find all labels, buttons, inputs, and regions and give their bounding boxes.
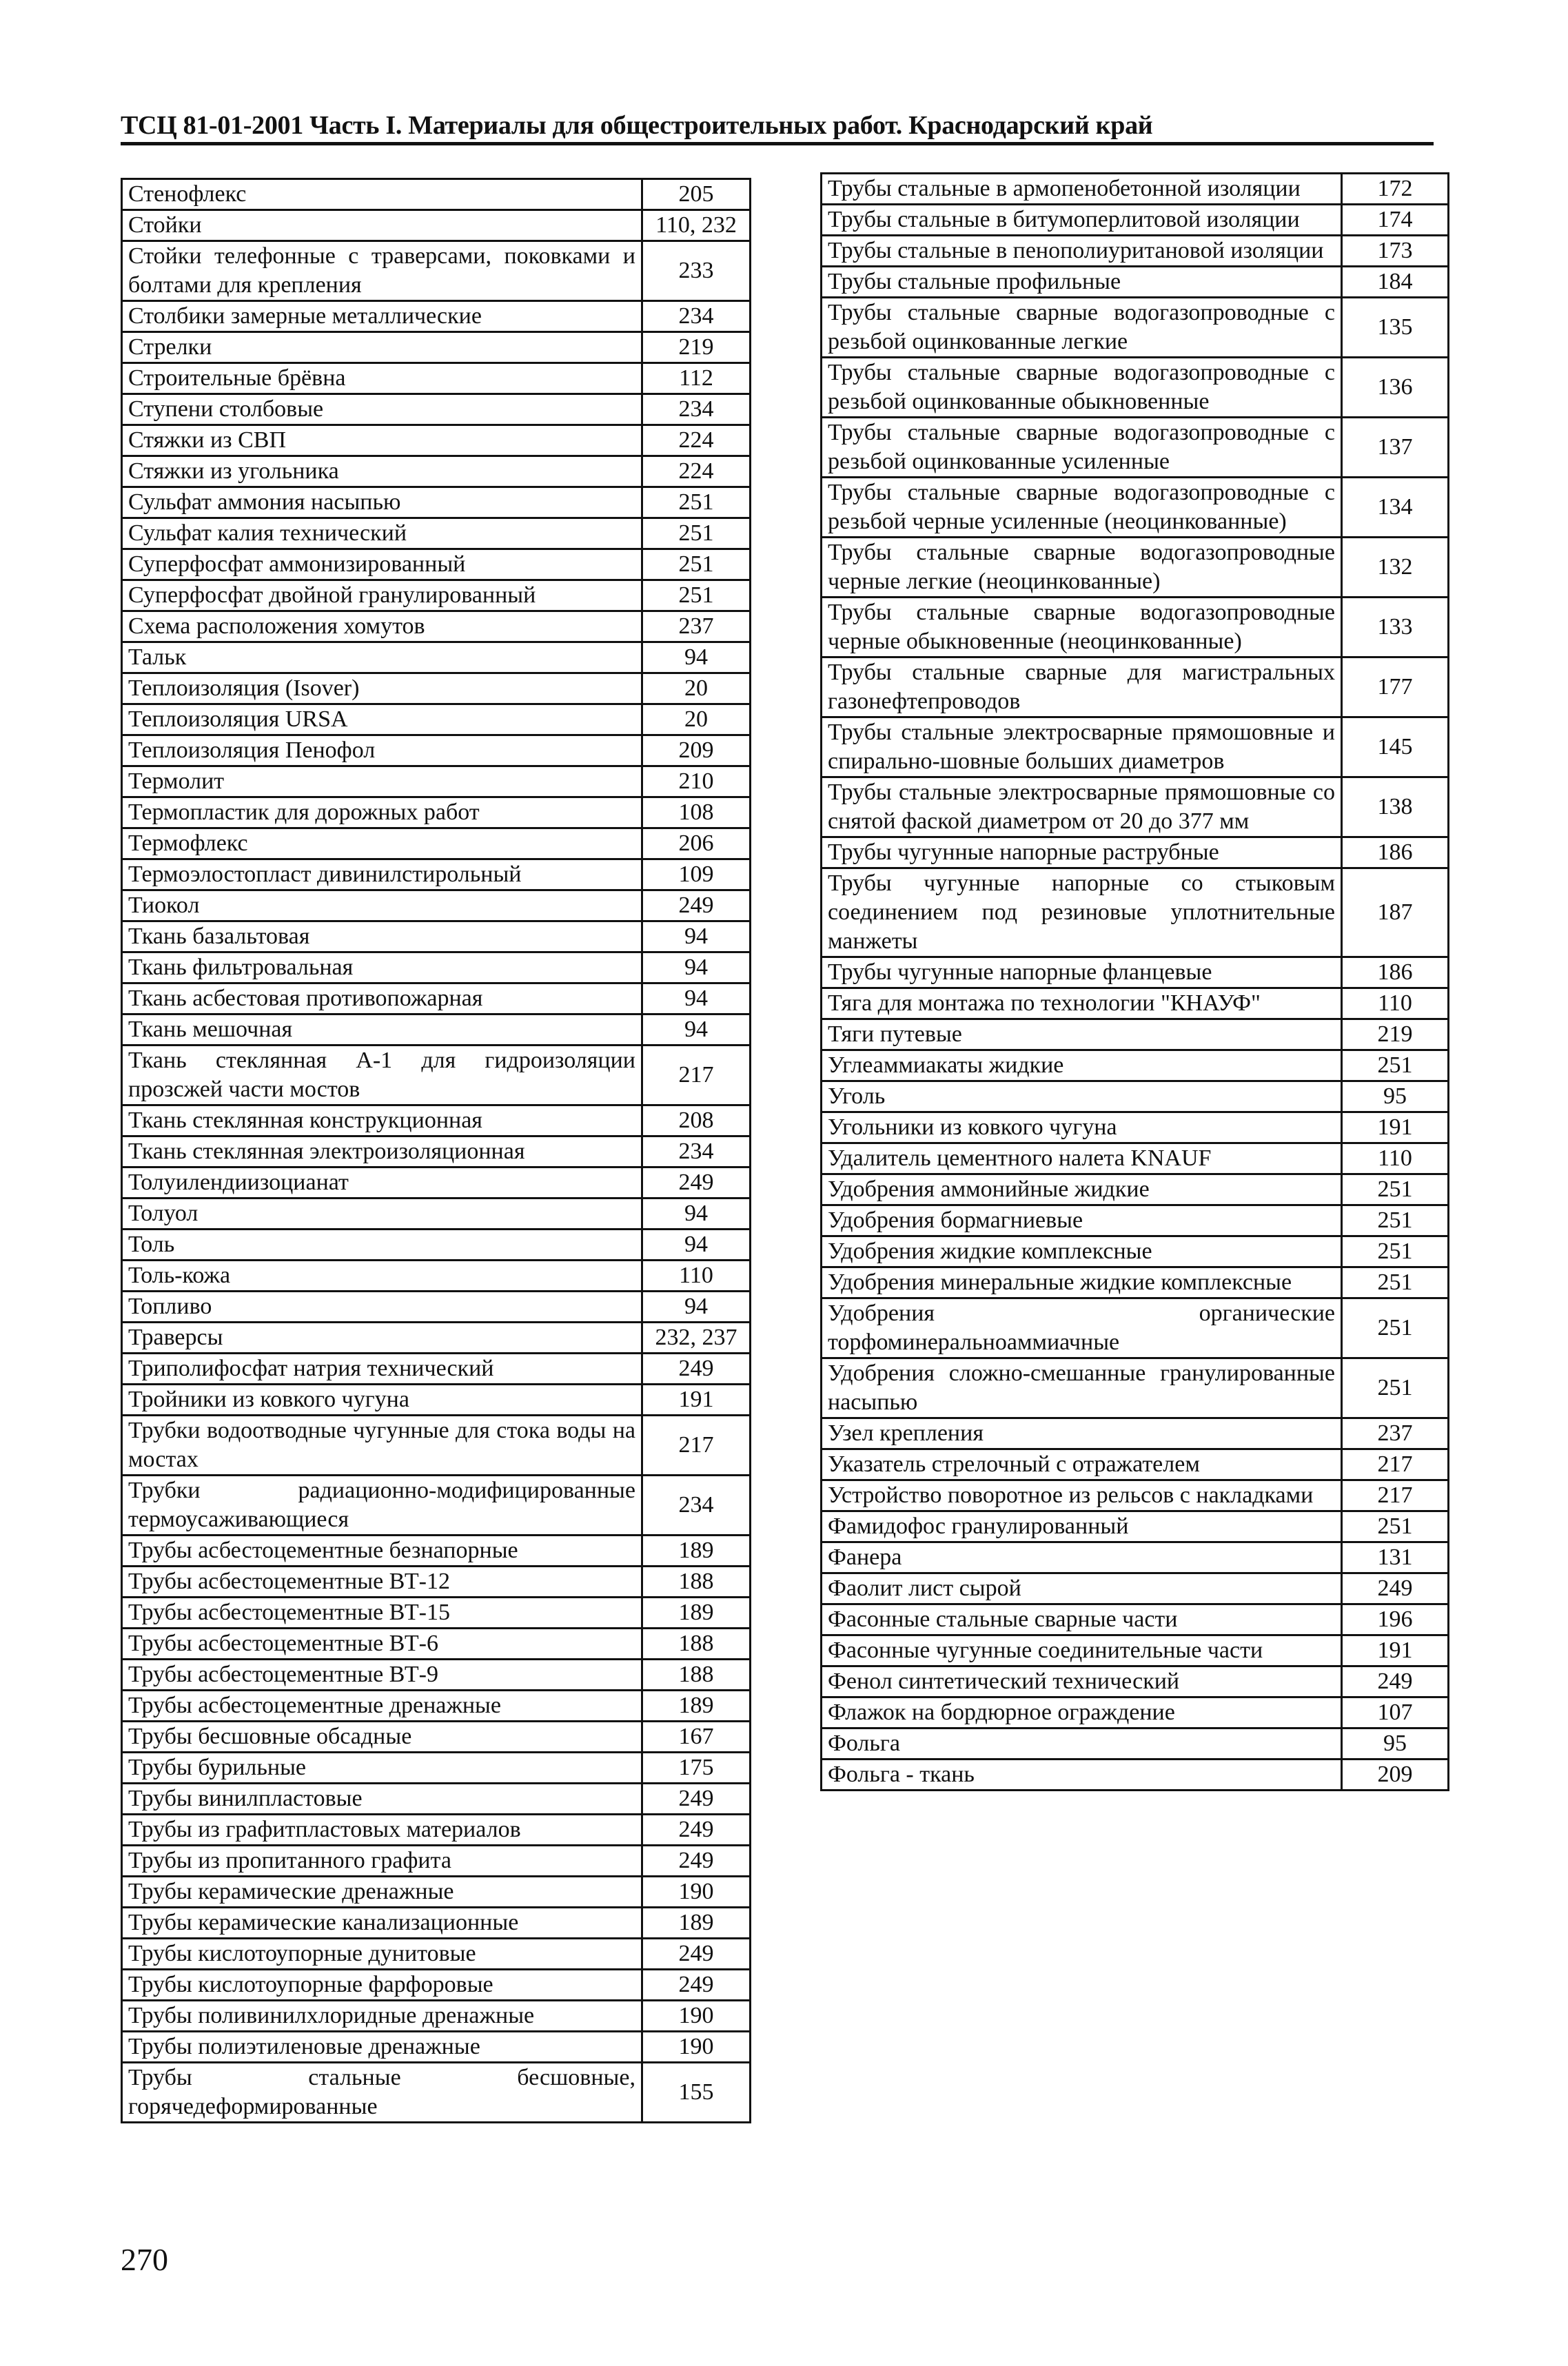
entry-name: Термофлекс	[122, 828, 642, 859]
table-row	[822, 1050, 1449, 1081]
table-row	[822, 1418, 1449, 1449]
entry-page: 191	[1342, 1635, 1449, 1666]
table-row	[122, 487, 751, 518]
entry-name: Трубы асбестоцементные дренажные	[122, 1691, 642, 1722]
table-row	[122, 766, 751, 797]
entry-page: 234	[642, 301, 751, 332]
entry-page: 94	[642, 1230, 751, 1261]
entry-name: Трубы стальные сварные водогазопроводные с резьбой черные усиленные (неоцинкованные)	[822, 478, 1342, 538]
table-row	[122, 611, 751, 642]
entry-name: Трубы асбестоцементные безнапорные	[122, 1536, 642, 1567]
table-row	[122, 1261, 751, 1292]
entry-name: Удобрения жидкие комплексные	[822, 1236, 1342, 1267]
entry-name: Удобрения аммонийные жидкие	[822, 1174, 1342, 1205]
table-row	[122, 1908, 751, 1939]
entry-name: Стенофлекс	[122, 179, 642, 210]
entry-page: 196	[1342, 1604, 1449, 1635]
entry-page: 173	[1342, 236, 1449, 267]
entry-name: Флажок на бордюрное ограждение	[822, 1697, 1342, 1728]
table-row	[822, 777, 1449, 837]
table-row	[122, 1105, 751, 1136]
table-row	[122, 1629, 751, 1660]
entry-page: 110	[642, 1261, 751, 1292]
entry-page: 155	[642, 2063, 751, 2123]
entry-page: 190	[642, 2032, 751, 2063]
entry-name: Фольга - ткань	[822, 1760, 1342, 1791]
entry-name: Траверсы	[122, 1323, 642, 1354]
entry-page: 249	[642, 1846, 751, 1877]
entry-name: Стрелки	[122, 332, 642, 363]
entry-name: Трубы асбестоцементные ВТ-9	[122, 1660, 642, 1691]
entry-name: Трубы чугунные напорные фланцевые	[822, 957, 1342, 988]
entry-page: 234	[642, 394, 751, 425]
entry-page: 249	[1342, 1666, 1449, 1697]
entry-page: 94	[642, 642, 751, 673]
entry-page: 237	[1342, 1418, 1449, 1449]
entry-name: Трубы стальные в армопенобетонной изоляции	[822, 174, 1342, 205]
entry-page: 249	[642, 1970, 751, 2001]
entry-page: 177	[1342, 657, 1449, 717]
entry-page: 249	[642, 1939, 751, 1970]
table-row	[122, 1385, 751, 1416]
entry-page: 217	[642, 1416, 751, 1476]
entry-page: 174	[1342, 205, 1449, 236]
entry-page: 249	[1342, 1573, 1449, 1604]
entry-name: Фанера	[822, 1542, 1342, 1573]
entry-name: Ткань фильтровальная	[122, 952, 642, 983]
table-row	[122, 179, 751, 210]
table-row	[122, 518, 751, 549]
entry-page: 136	[1342, 358, 1449, 418]
entry-name: Удобрения органические торфоминеральноаммиачные	[822, 1298, 1342, 1358]
table-row	[822, 267, 1449, 298]
table-row	[822, 657, 1449, 717]
entry-name: Удобрения минеральные жидкие комплексные	[822, 1267, 1342, 1298]
entry-page: 94	[642, 1292, 751, 1323]
entry-page: 167	[642, 1722, 751, 1753]
entry-name: Стяжки из СВП	[122, 425, 642, 456]
table-row	[122, 735, 751, 766]
entry-name: Термоэлостопласт дивинилстирольный	[122, 859, 642, 890]
table-row	[122, 456, 751, 487]
entry-page: 234	[642, 1476, 751, 1536]
entry-page: 237	[642, 611, 751, 642]
table-row	[122, 673, 751, 704]
entry-name: Толь-кожа	[122, 1261, 642, 1292]
table-row	[122, 241, 751, 301]
table-row	[822, 717, 1449, 777]
table-row	[122, 425, 751, 456]
entry-page: 251	[1342, 1358, 1449, 1418]
entry-page: 249	[642, 1167, 751, 1199]
table-row	[122, 332, 751, 363]
entry-page: 138	[1342, 777, 1449, 837]
entry-page: 251	[642, 580, 751, 611]
entry-page: 251	[642, 487, 751, 518]
table-row	[122, 580, 751, 611]
entry-name: Трубы стальные в битумоперлитовой изоляции	[822, 205, 1342, 236]
entry-name: Трубы керамические канализационные	[122, 1908, 642, 1939]
table-row	[122, 1722, 751, 1753]
entry-page: 110	[1342, 1143, 1449, 1174]
table-row	[122, 2001, 751, 2032]
entry-page: 249	[642, 890, 751, 921]
entry-page: 190	[642, 2001, 751, 2032]
entry-name: Сульфат калия технический	[122, 518, 642, 549]
table-row	[122, 1753, 751, 1784]
entry-page: 205	[642, 179, 751, 210]
table-row	[122, 828, 751, 859]
table-row	[122, 1476, 751, 1536]
entry-name: Тальк	[122, 642, 642, 673]
entry-page: 95	[1342, 1728, 1449, 1760]
entry-name: Тройники из ковкого чугуна	[122, 1385, 642, 1416]
entry-page: 186	[1342, 957, 1449, 988]
entry-name: Трубы из пропитанного графита	[122, 1846, 642, 1877]
entry-name: Трубы из графитпластовых материалов	[122, 1815, 642, 1846]
entry-page: 210	[642, 766, 751, 797]
entry-page: 95	[1342, 1081, 1449, 1112]
entry-name: Термопластик для дорожных работ	[122, 797, 642, 828]
table-row	[822, 478, 1449, 538]
table-row	[822, 1573, 1449, 1604]
entry-name: Трубы поливинилхлоридные дренажные	[122, 2001, 642, 2032]
table-row	[122, 797, 751, 828]
entry-name: Трубы чугунные напорные со стыковым соединением под резиновые уплотнительные манжеты	[822, 868, 1342, 957]
entry-name: Столбики замерные металлические	[122, 301, 642, 332]
table-row	[822, 837, 1449, 868]
table-row	[822, 1298, 1449, 1358]
table-row	[122, 1784, 751, 1815]
table-row	[822, 1542, 1449, 1573]
table-row	[122, 1970, 751, 2001]
entry-name: Трубы кислотоупорные дунитовые	[122, 1939, 642, 1970]
entry-page: 251	[1342, 1298, 1449, 1358]
entry-page: 217	[1342, 1449, 1449, 1480]
entry-name: Тяга для монтажа по технологии "КНАУФ"	[822, 988, 1342, 1019]
entry-name: Трубки радиационно-модифицированные термоусаживающиеся	[122, 1476, 642, 1536]
entry-name: Удалитель цементного налета KNAUF	[822, 1143, 1342, 1174]
table-row	[822, 957, 1449, 988]
entry-name: Сульфат аммония насыпью	[122, 487, 642, 518]
entry-name: Трубы асбестоцементные ВТ-12	[122, 1567, 642, 1598]
entry-page: 224	[642, 456, 751, 487]
table-row	[822, 1666, 1449, 1697]
entry-page: 219	[1342, 1019, 1449, 1050]
entry-name: Угольники из ковкого чугуна	[822, 1112, 1342, 1143]
table-row	[822, 1205, 1449, 1236]
table-row	[822, 538, 1449, 598]
table-row	[822, 1728, 1449, 1760]
entry-name: Фамидофос гранулированный	[822, 1511, 1342, 1542]
entry-name: Фаолит лист сырой	[822, 1573, 1342, 1604]
table-row	[122, 1230, 751, 1261]
entry-page: 94	[642, 952, 751, 983]
table-row	[822, 1019, 1449, 1050]
entry-name: Трубки водоотводные чугунные для стока воды на мостах	[122, 1416, 642, 1476]
index-table-right	[820, 172, 1449, 1791]
entry-page: 233	[642, 241, 751, 301]
entry-name: Толуол	[122, 1199, 642, 1230]
entry-page: 209	[642, 735, 751, 766]
table-row	[122, 890, 751, 921]
entry-name: Фенол синтетический технический	[822, 1666, 1342, 1697]
table-row	[822, 1449, 1449, 1480]
entry-name: Указатель стрелочный с отражателем	[822, 1449, 1342, 1480]
entry-page: 189	[642, 1691, 751, 1722]
table-row	[122, 704, 751, 735]
header-rule	[121, 142, 1434, 145]
entry-page: 191	[1342, 1112, 1449, 1143]
entry-page: 187	[1342, 868, 1449, 957]
entry-page: 251	[1342, 1511, 1449, 1542]
entry-page: 249	[642, 1784, 751, 1815]
entry-name: Трубы стальные сварные водогазопроводные с резьбой оцинкованные легкие	[822, 298, 1342, 358]
table-row	[122, 983, 751, 1014]
entry-name: Уголь	[822, 1081, 1342, 1112]
table-row	[122, 859, 751, 890]
entry-page: 189	[642, 1908, 751, 1939]
entry-name: Теплоизоляция Пенофол	[122, 735, 642, 766]
table-row	[822, 1174, 1449, 1205]
table-row	[122, 1598, 751, 1629]
entry-name: Ткань стеклянная А-1 для гидроизоляции прозсжей части мостов	[122, 1046, 642, 1105]
entry-page: 209	[1342, 1760, 1449, 1791]
entry-name: Углеаммиакаты жидкие	[822, 1050, 1342, 1081]
entry-name: Стойки телефонные с траверсами, поковками и болтами для крепления	[122, 241, 642, 301]
entry-name: Толь	[122, 1230, 642, 1261]
table-row	[122, 1416, 751, 1476]
entry-page: 251	[642, 518, 751, 549]
entry-page: 234	[642, 1136, 751, 1167]
table-row	[822, 174, 1449, 205]
entry-name: Толуилендиизоцианат	[122, 1167, 642, 1199]
table-row	[122, 1815, 751, 1846]
entry-page: 217	[642, 1046, 751, 1105]
entry-page: 184	[1342, 267, 1449, 298]
entry-page: 191	[642, 1385, 751, 1416]
table-row	[122, 363, 751, 394]
table-row	[822, 1635, 1449, 1666]
entry-name: Фольга	[822, 1728, 1342, 1760]
entry-page: 109	[642, 859, 751, 890]
table-row	[122, 1660, 751, 1691]
entry-name: Ткань базальтовая	[122, 921, 642, 952]
entry-page: 251	[1342, 1050, 1449, 1081]
entry-name: Стойки	[122, 210, 642, 241]
entry-name: Трубы бесшовные обсадные	[122, 1722, 642, 1753]
page-number: 270	[121, 2242, 168, 2277]
table-row	[822, 598, 1449, 657]
entry-page: 172	[1342, 174, 1449, 205]
entry-page: 208	[642, 1105, 751, 1136]
entry-name: Теплоизоляция (Isover)	[122, 673, 642, 704]
entry-page: 20	[642, 704, 751, 735]
entry-name: Фасонные стальные сварные части	[822, 1604, 1342, 1635]
table-row	[822, 236, 1449, 267]
entry-name: Трубы стальные сварные водогазопроводные с резьбой оцинкованные обыкновенные	[822, 358, 1342, 418]
entry-name: Теплоизоляция URSA	[122, 704, 642, 735]
entry-name: Удобрения сложно-смешанные гранулированные насыпью	[822, 1358, 1342, 1418]
table-row	[822, 1697, 1449, 1728]
entry-page: 188	[642, 1567, 751, 1598]
table-row	[122, 1014, 751, 1046]
entry-name: Термолит	[122, 766, 642, 797]
entry-name: Схема расположения хомутов	[122, 611, 642, 642]
entry-page: 110, 232	[642, 210, 751, 241]
entry-name: Трубы кислотоупорные фарфоровые	[122, 1970, 642, 2001]
entry-name: Трубы бурильные	[122, 1753, 642, 1784]
entry-name: Трубы асбестоцементные ВТ-6	[122, 1629, 642, 1660]
entry-page: 133	[1342, 598, 1449, 657]
entry-page: 224	[642, 425, 751, 456]
entry-name: Трубы керамические дренажные	[122, 1877, 642, 1908]
entry-name: Узел крепления	[822, 1418, 1342, 1449]
entry-name: Триполифосфат натрия технический	[122, 1354, 642, 1385]
table-row	[822, 1358, 1449, 1418]
entry-name: Трубы стальные электросварные прямошовные и спирально-шовные больших диаметров	[822, 717, 1342, 777]
table-row	[822, 1267, 1449, 1298]
table-row	[122, 1939, 751, 1970]
entry-page: 189	[642, 1598, 751, 1629]
entry-page: 132	[1342, 538, 1449, 598]
table-row	[822, 1112, 1449, 1143]
entry-page: 249	[642, 1354, 751, 1385]
entry-name: Ткань стеклянная электроизоляционная	[122, 1136, 642, 1167]
entry-page: 107	[1342, 1697, 1449, 1728]
table-row	[122, 1167, 751, 1199]
entry-name: Фасонные чугунные соединительные части	[822, 1635, 1342, 1666]
entry-name: Трубы стальные в пенополиуритановой изоляции	[822, 236, 1342, 267]
table-row	[822, 1081, 1449, 1112]
page-header: ТСЦ 81-01-2001 Часть I. Материалы для общестроительных работ. Краснодарский край	[121, 111, 1153, 140]
index-table-left	[121, 178, 751, 2123]
entry-page: 190	[642, 1877, 751, 1908]
entry-name: Трубы стальные бесшовные, горячедеформированные	[122, 2063, 642, 2123]
entry-page: 135	[1342, 298, 1449, 358]
entry-page: 175	[642, 1753, 751, 1784]
table-row	[122, 1292, 751, 1323]
table-row	[122, 2032, 751, 2063]
table-row	[122, 1567, 751, 1598]
entry-name: Удобрения бормагниевые	[822, 1205, 1342, 1236]
entry-page: 188	[642, 1660, 751, 1691]
table-row	[122, 1136, 751, 1167]
entry-page: 232, 237	[642, 1323, 751, 1354]
entry-name: Трубы чугунные напорные раструбные	[822, 837, 1342, 868]
entry-page: 110	[1342, 988, 1449, 1019]
entry-name: Трубы асбестоцементные ВТ-15	[122, 1598, 642, 1629]
entry-name: Тяги путевые	[822, 1019, 1342, 1050]
entry-name: Трубы стальные сварные водогазопроводные черные легкие (неоцинкованные)	[822, 538, 1342, 598]
table-row	[122, 394, 751, 425]
entry-name: Топливо	[122, 1292, 642, 1323]
entry-page: 249	[642, 1815, 751, 1846]
entry-name: Ткань стеклянная конструкционная	[122, 1105, 642, 1136]
table-row	[122, 1323, 751, 1354]
table-row	[122, 1846, 751, 1877]
entry-name: Устройство поворотное из рельсов с накладками	[822, 1480, 1342, 1511]
entry-name: Ткань асбестовая противопожарная	[122, 983, 642, 1014]
table-row	[822, 205, 1449, 236]
table-row	[822, 988, 1449, 1019]
entry-page: 217	[1342, 1480, 1449, 1511]
table-row	[122, 1536, 751, 1567]
table-row	[822, 1604, 1449, 1635]
table-row	[822, 1480, 1449, 1511]
entry-page: 186	[1342, 837, 1449, 868]
entry-name: Суперфосфат аммонизированный	[122, 549, 642, 580]
table-row	[122, 1877, 751, 1908]
table-row	[822, 418, 1449, 478]
table-row	[122, 1354, 751, 1385]
table-row	[122, 921, 751, 952]
entry-name: Трубы стальные сварные водогазопроводные с резьбой оцинкованные усиленные	[822, 418, 1342, 478]
entry-page: 131	[1342, 1542, 1449, 1573]
table-row	[122, 301, 751, 332]
entry-name: Трубы стальные сварные водогазопроводные черные обыкновенные (неоцинкованные)	[822, 598, 1342, 657]
entry-name: Трубы стальные электросварные прямошовные со снятой фаской диаметром от 20 до 377 мм	[822, 777, 1342, 837]
entry-name: Ступени столбовые	[122, 394, 642, 425]
entry-page: 94	[642, 921, 751, 952]
entry-name: Трубы стальные профильные	[822, 267, 1342, 298]
table-row	[122, 952, 751, 983]
table-row	[122, 1199, 751, 1230]
entry-page: 94	[642, 1199, 751, 1230]
entry-page: 145	[1342, 717, 1449, 777]
entry-page: 108	[642, 797, 751, 828]
entry-name: Трубы винилпластовые	[122, 1784, 642, 1815]
table-row	[122, 210, 751, 241]
entry-name: Строительные брёвна	[122, 363, 642, 394]
table-row	[822, 1143, 1449, 1174]
entry-page: 188	[642, 1629, 751, 1660]
entry-name: Стяжки из угольника	[122, 456, 642, 487]
entry-page: 219	[642, 332, 751, 363]
entry-page: 94	[642, 983, 751, 1014]
entry-page: 20	[642, 673, 751, 704]
entry-name: Трубы стальные сварные для магистральных газонефтепроводов	[822, 657, 1342, 717]
entry-name: Трубы полиэтиленовые дренажные	[122, 2032, 642, 2063]
table-row	[822, 298, 1449, 358]
table-row	[822, 1760, 1449, 1791]
entry-page: 251	[1342, 1205, 1449, 1236]
entry-page: 189	[642, 1536, 751, 1567]
table-row	[122, 1046, 751, 1105]
entry-name: Ткань мешочная	[122, 1014, 642, 1046]
entry-page: 251	[1342, 1174, 1449, 1205]
table-row	[822, 868, 1449, 957]
table-row	[122, 1691, 751, 1722]
table-row	[122, 2063, 751, 2123]
entry-page: 206	[642, 828, 751, 859]
entry-name: Тиокол	[122, 890, 642, 921]
entry-page: 112	[642, 363, 751, 394]
table-row	[822, 358, 1449, 418]
entry-name: Суперфосфат двойной гранулированный	[122, 580, 642, 611]
table-row	[822, 1236, 1449, 1267]
entry-page: 251	[1342, 1267, 1449, 1298]
entry-page: 134	[1342, 478, 1449, 538]
table-row	[122, 642, 751, 673]
table-row	[122, 549, 751, 580]
entry-page: 251	[642, 549, 751, 580]
entry-page: 137	[1342, 418, 1449, 478]
table-row	[822, 1511, 1449, 1542]
entry-page: 94	[642, 1014, 751, 1046]
entry-page: 251	[1342, 1236, 1449, 1267]
